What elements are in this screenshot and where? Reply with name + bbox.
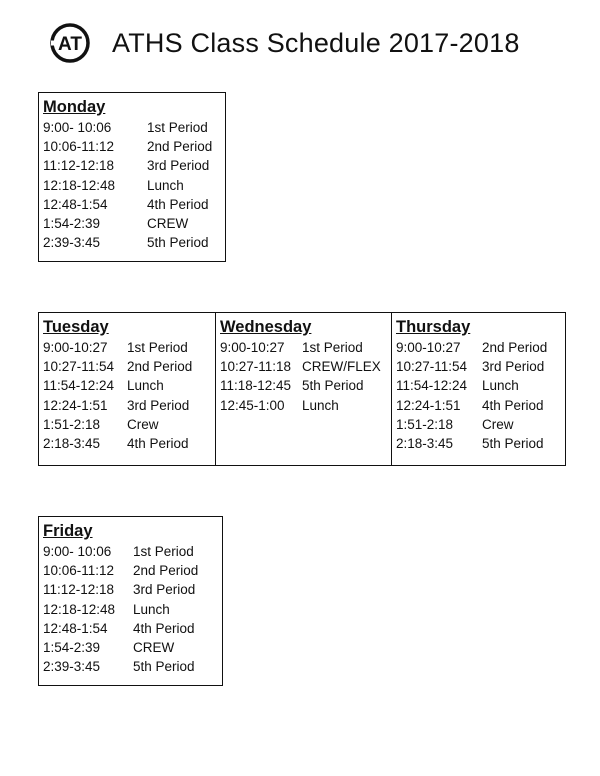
schedule-row [43, 415, 215, 434]
time-range: 2:18-3:45 [396, 436, 454, 452]
schedule-row [43, 357, 215, 376]
day-heading-wednesday: Wednesday [220, 318, 312, 336]
time-range: 1:51-2:18 [396, 416, 454, 432]
schedule-row [43, 657, 222, 676]
time-range: 9:00- 10:06 [43, 120, 112, 135]
period-name: Lunch [482, 378, 519, 394]
schedule-row [43, 376, 215, 395]
period-name: 5th Period [482, 436, 544, 452]
period-name: Lunch [147, 177, 184, 193]
schedule-row [43, 600, 222, 619]
time-range: 1:51-2:18 [43, 416, 101, 432]
schedule-row [396, 376, 567, 395]
day-heading-tuesday: Tuesday [43, 318, 109, 336]
time-range: 1:54-2:39 [43, 216, 101, 232]
schedule-row [43, 338, 215, 357]
schedule-row [396, 338, 567, 357]
schedule-row [43, 638, 222, 657]
schedule-row [396, 396, 567, 415]
period-name: Lunch [302, 397, 339, 413]
schedule-row [43, 396, 215, 415]
period-name: CREW [147, 216, 189, 232]
friday-schedule-box [38, 516, 223, 686]
period-name: 4th Period [127, 436, 189, 452]
time-range: 10:06-11:12 [43, 139, 115, 155]
period-name: 3rd Period [127, 397, 190, 413]
tuesday-column [39, 313, 215, 465]
schedule-row [220, 357, 391, 376]
time-range: 9:00- 10:06 [43, 544, 112, 559]
period-name: 3rd Period [482, 359, 545, 375]
time-range: 10:27-11:54 [43, 359, 115, 375]
period-name: 2nd Period [147, 139, 213, 155]
time-range: 12:45-1:00 [220, 397, 285, 413]
period-name: Lunch [133, 601, 170, 617]
time-range: 10:06-11:12 [43, 563, 115, 579]
period-name: Crew [482, 416, 514, 432]
period-name: 1st Period [127, 340, 188, 355]
period-name: 1st Period [133, 544, 194, 559]
schedule-row [220, 376, 391, 395]
time-range: 12:48-1:54 [43, 620, 108, 636]
time-range: 9:00-10:27 [396, 340, 461, 355]
schedule-row [43, 542, 222, 561]
period-name: 5th Period [147, 235, 209, 251]
thursday-column [391, 313, 567, 465]
period-name: 3rd Period [147, 158, 210, 174]
time-range: 11:18-12:45 [220, 378, 292, 394]
time-range: 11:12-12:18 [43, 158, 115, 174]
time-range: 2:39-3:45 [43, 659, 101, 675]
schedule-row [43, 156, 225, 175]
schedule-row [43, 434, 215, 453]
time-range: 11:54-12:24 [396, 378, 468, 394]
time-range: 11:12-12:18 [43, 582, 115, 598]
time-range: 12:24-1:51 [396, 397, 461, 413]
period-name: CREW/FLEX [302, 359, 381, 375]
schedule-row [43, 580, 222, 599]
schedule-row [43, 214, 225, 233]
period-name: 3rd Period [133, 582, 196, 598]
schedule-row [396, 415, 567, 434]
period-name: 2nd Period [127, 359, 193, 375]
wednesday-rows [220, 338, 391, 415]
period-name: 4th Period [147, 196, 209, 212]
schedule-row [220, 338, 391, 357]
schedule-row [43, 118, 225, 137]
time-range: 12:48-1:54 [43, 196, 108, 212]
monday-schedule-box [38, 92, 226, 262]
monday-rows [43, 118, 225, 252]
midweek-schedule-box [38, 312, 566, 466]
time-range: 12:18-12:48 [43, 601, 116, 617]
time-range: 11:54-12:24 [43, 378, 115, 394]
page-header [50, 18, 520, 68]
schedule-row [396, 357, 567, 376]
period-name: 5th Period [133, 659, 195, 675]
tuesday-rows [43, 338, 215, 453]
period-name: 4th Period [482, 397, 544, 413]
period-name: 1st Period [147, 120, 208, 135]
period-name: Lunch [127, 378, 164, 394]
time-range: 9:00-10:27 [43, 340, 108, 355]
time-range: 2:18-3:45 [43, 436, 101, 452]
thursday-rows [396, 338, 567, 453]
period-name: Crew [127, 416, 159, 432]
wednesday-column [215, 313, 391, 465]
page-title: ATHS Class Schedule 2017-2018 [112, 27, 520, 58]
friday-rows [43, 542, 222, 676]
schedule-row [396, 434, 567, 453]
schedule-row [43, 137, 225, 156]
time-range: 12:24-1:51 [43, 397, 108, 413]
monday-column [39, 93, 225, 261]
period-name: 2nd Period [482, 340, 548, 355]
time-range: 9:00-10:27 [220, 340, 285, 355]
schedule-row [43, 233, 225, 252]
time-range: 10:27-11:54 [396, 359, 468, 375]
logo-text: AT [58, 34, 82, 55]
day-heading-friday: Friday [43, 522, 93, 540]
period-name: 2nd Period [133, 563, 199, 579]
schedule-row [43, 561, 222, 580]
period-name: CREW [133, 640, 175, 656]
period-name: 5th Period [302, 378, 364, 394]
schedule-row [43, 195, 225, 214]
day-heading-thursday: Thursday [396, 318, 471, 336]
time-range: 2:39-3:45 [43, 235, 101, 251]
time-range: 12:18-12:48 [43, 177, 116, 193]
schedule-row [43, 619, 222, 638]
time-range: 1:54-2:39 [43, 640, 101, 656]
friday-column [39, 517, 222, 685]
period-name: 4th Period [133, 620, 195, 636]
time-range: 10:27-11:18 [220, 359, 292, 375]
schedule-row [220, 396, 391, 415]
schedule-row [43, 176, 225, 195]
aths-logo-icon [50, 23, 90, 63]
day-heading-monday: Monday [43, 98, 106, 116]
period-name: 1st Period [302, 340, 363, 355]
